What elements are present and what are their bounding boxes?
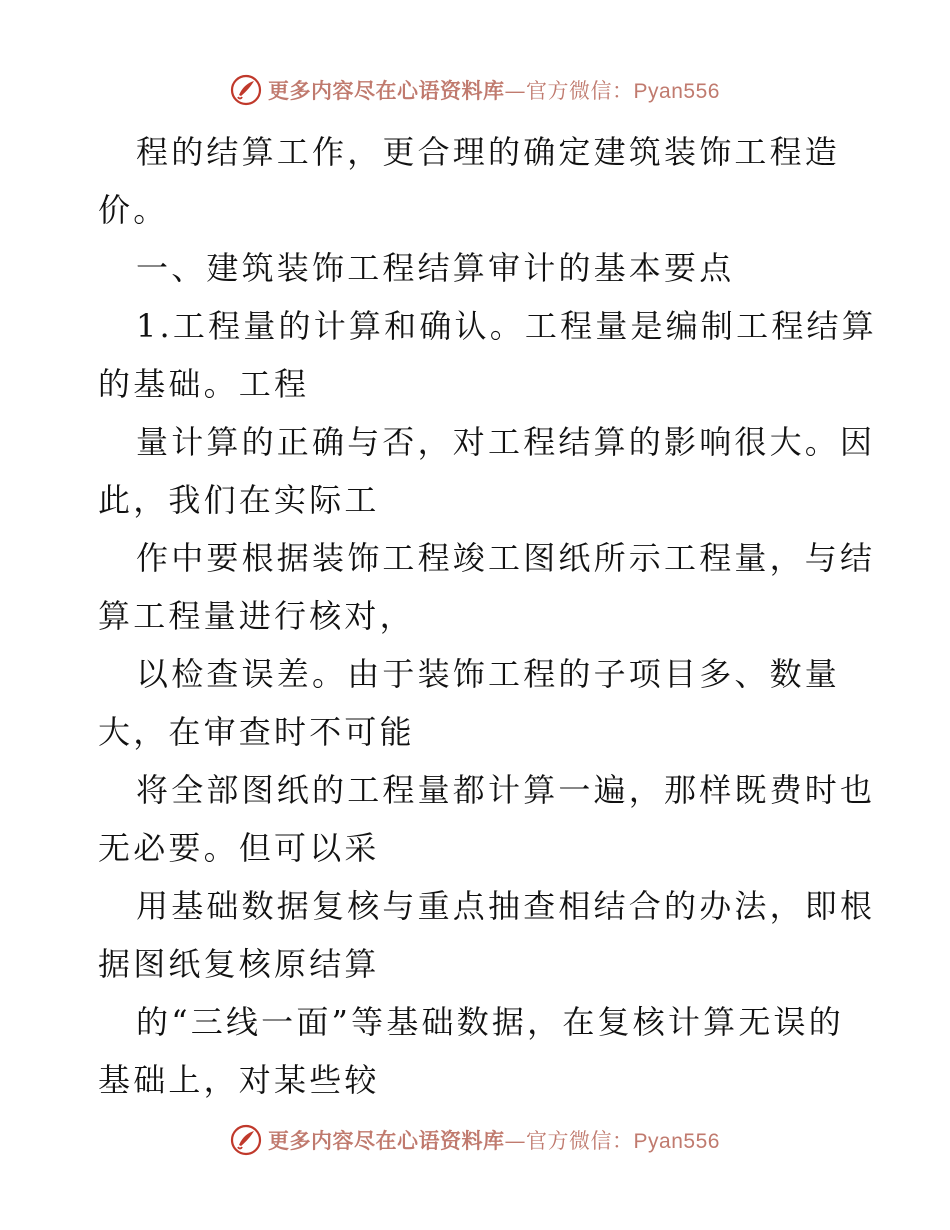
text-line: 作中要根据装饰工程竣工图纸所示工程量，与结 — [136, 539, 876, 577]
header-banner — [0, 70, 950, 110]
text-line: 的基础。工程 — [98, 365, 310, 403]
brush-logo-icon — [230, 74, 262, 106]
footer-banner-text — [268, 1125, 720, 1155]
text-line: 无必要。但可以采 — [98, 829, 380, 867]
footer-banner-dash: — — [504, 1129, 527, 1153]
header-banner-text — [268, 75, 720, 105]
text-line: 价。 — [98, 191, 169, 229]
header-banner-id: Pyan556 — [633, 80, 720, 103]
footer-banner-right: 官方微信： — [526, 1129, 634, 1153]
text-line: 量计算的正确与否，对工程结算的影响很大。因 — [136, 423, 876, 461]
text-line: 算工程量进行核对， — [98, 597, 415, 635]
brush-logo-icon — [230, 1124, 262, 1156]
text-line: 的“三线一面”等基础数据，在复核计算无误的 — [136, 1003, 844, 1041]
text-line: 此，我们在实际工 — [98, 481, 380, 519]
text-line: 1.工程量的计算和确认。工程量是编制工程结算 — [136, 307, 877, 345]
footer-banner — [0, 1120, 950, 1160]
text-line: 用基础数据复核与重点抽查相结合的办法，即根 — [136, 887, 876, 925]
text-line: 据图纸复核原结算 — [98, 945, 380, 983]
text-line: 大，在审查时不可能 — [98, 713, 415, 751]
footer-banner-left: 更多内容尽在心语资料库 — [268, 1128, 505, 1153]
text-line: 将全部图纸的工程量都计算一遍，那样既费时也 — [136, 771, 876, 809]
header-banner-left: 更多内容尽在心语资料库 — [268, 78, 505, 103]
text-line: 程的结算工作，更合理的确定建筑装饰工程造 — [136, 133, 841, 171]
footer-banner-id: Pyan556 — [633, 1130, 720, 1153]
text-line: 一、建筑装饰工程结算审计的基本要点 — [136, 249, 735, 287]
header-banner-right: 官方微信： — [526, 79, 634, 103]
header-banner-dash: — — [504, 79, 527, 103]
text-line: 以检查误差。由于装饰工程的子项目多、数量 — [136, 655, 841, 693]
text-line: 基础上，对某些较 — [98, 1061, 380, 1099]
document-body — [98, 123, 877, 1109]
